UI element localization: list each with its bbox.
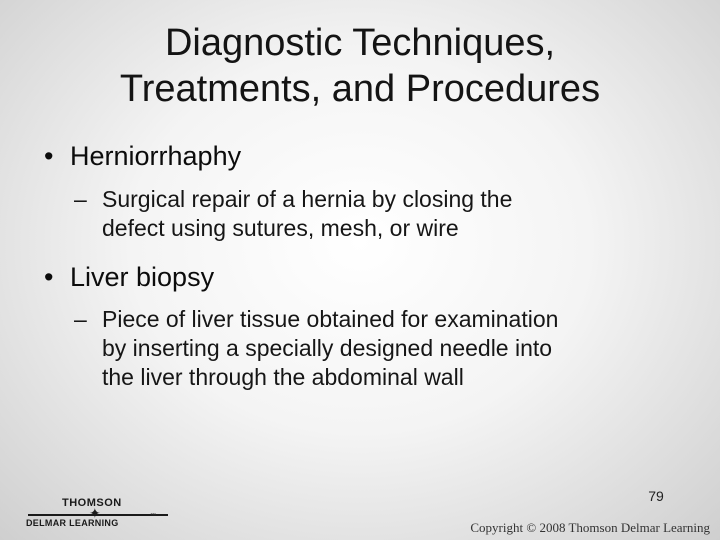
title-line-2: Treatments, and Procedures <box>119 68 601 110</box>
sub-bullet-marker: – <box>74 186 87 212</box>
logo-brand-text: THOMSON <box>62 497 122 509</box>
sub-bullet-herniorrhaphy <box>74 185 512 243</box>
bullet-label: Liver biopsy <box>70 262 215 292</box>
sub-bullet-line: defect using sutures, mesh, or wire <box>102 215 459 241</box>
sub-bullet-line: by inserting a specially designed needle into <box>102 335 553 361</box>
bullet-label: Herniorrhaphy <box>70 141 242 171</box>
thomson-delmar-logo <box>22 492 172 532</box>
logo-star-icon: ✦ <box>89 505 101 521</box>
sub-bullet-line: Piece of liver tissue obtained for examination <box>102 306 559 332</box>
logo-sub-brand-text: DELMAR LEARNING <box>26 518 119 528</box>
bullet-marker: • <box>44 141 54 171</box>
sub-bullet-line: the liver through the abdominal wall <box>102 364 464 390</box>
copyright-notice: Copyright © 2008 Thomson Delmar Learning <box>470 520 710 535</box>
title-line-1: Diagnostic Techniques, <box>164 22 556 64</box>
sub-bullet-line: Surgical repair of a hernia by closing the <box>102 186 513 212</box>
sub-bullet-liver-biopsy <box>74 305 558 392</box>
slide-title <box>40 20 680 112</box>
sub-bullet-marker: – <box>74 306 87 332</box>
bullet-marker: • <box>44 262 54 292</box>
trademark-symbol: ™ <box>150 513 156 519</box>
bullet-liver-biopsy <box>44 261 214 293</box>
bullet-herniorrhaphy <box>44 140 241 172</box>
page-number: 79 <box>648 488 664 504</box>
